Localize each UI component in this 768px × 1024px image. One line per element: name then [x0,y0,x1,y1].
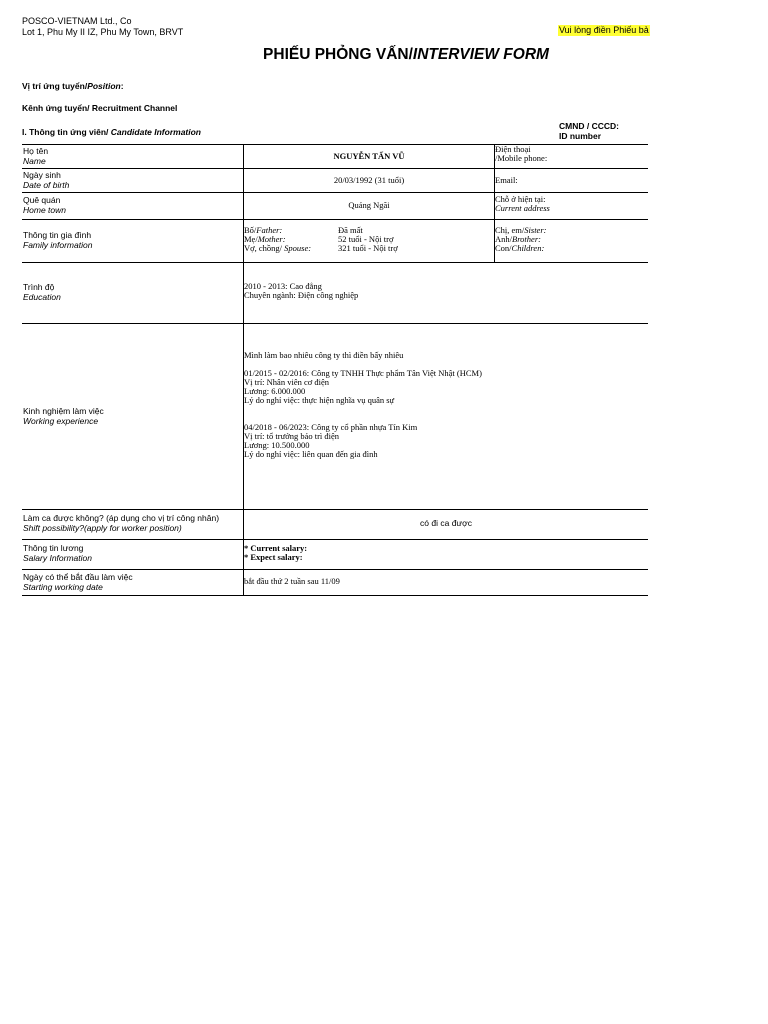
education-label-en: Education [23,292,61,302]
current-address-label-vi: Chỗ ở hiện tại: [495,194,546,204]
education-line: 2010 - 2013: Cao đẳng [244,281,322,291]
family-member-spouse [244,244,398,253]
table-rule [22,539,648,540]
job-line: 01/2015 - 02/2016: Công ty TNHH Thực phẩm Tân Việt Nhật (HCM) [244,368,482,378]
sister-label-vi: Chị, em/ [495,225,525,235]
mobile-phone-label-en: /Mobile phone: [495,153,548,163]
dob-label-vi: Ngày sinh [23,170,61,180]
current-address-label [495,195,550,213]
education-label [23,282,61,302]
family-member-value: 321 tuổi - Nội trợ [338,243,398,253]
current-salary-label: * Current salary: [244,543,308,553]
table-rule [22,509,648,510]
expect-salary-label: * Expect salary: [244,552,303,562]
education-line: Chuyên ngành: Điện công nghiệp [244,290,359,300]
name-label [23,146,48,166]
family-member-key-en: Father: [256,225,283,235]
id-label-line1: CMND / CCCD: [559,121,619,131]
hometown-value: Quảng Ngãi [348,200,390,210]
section-heading-vi: I. Thông tin ứng viên/ [22,127,111,137]
children-label-en: Children: [511,243,545,253]
fill-notice: Vui lòng điền Phiếu bả [559,25,649,35]
table-rule [22,323,648,324]
brother-label-en: Brother: [512,234,541,244]
email-label: Email: [495,175,518,185]
family-member-value: Đã mất [338,225,363,235]
family-label [23,230,92,250]
mobile-phone-label [495,145,547,163]
job-line: 04/2018 - 06/2023: Công ty cổ phần nhựa Tín Kim [244,422,418,432]
hometown-label [23,195,66,215]
table-rule [22,192,648,193]
name-label-vi: Họ tên [23,146,49,156]
page-title [0,46,768,64]
position-label-en: Position [87,81,121,91]
position-colon: : [120,81,124,91]
start-date-label [23,572,133,592]
table-rule [22,219,648,220]
experience-intro: Mình làm bao nhiêu công ty thì điền bấy nhiêu [244,350,404,360]
name-value: NGUYỄN TẤN VŨ [333,151,405,161]
job-line: Lương: 10.500.000 [244,440,310,450]
job-1 [244,369,482,405]
family-members [244,226,398,253]
dob-label-en: Date of birth [23,180,70,190]
job-line: Lý do nghỉ việc: thực hiện nghĩa vụ quân sự [244,395,395,405]
dob-label [23,170,69,190]
table-rule [22,168,648,169]
title-en: INTERVIEW FORM [412,46,549,63]
id-label-line2: ID number [559,131,602,141]
brother-label-vi: Anh/ [495,234,512,244]
title-vi: PHIẾU PHỎNG VẤN/ [263,46,413,63]
position-field [22,81,124,91]
section-heading-en: Candidate Information [110,127,201,137]
education-label-vi: Trình độ [23,282,55,292]
current-address-label-en: Current address [495,203,550,213]
children-label [495,244,546,253]
family-member-key-en: Mother: [257,234,286,244]
start-date-label-en: Starting working date [23,582,103,592]
recruitment-channel-field: Kênh ứng tuyển/ Recruitment Channel [22,103,178,113]
children-label-vi: Con/ [495,243,512,253]
company-name: POSCO-VIETNAM Ltd., Co [22,16,132,26]
salary-value [244,544,307,562]
experience-label-en: Working experience [23,416,99,426]
siblings-children [495,226,546,253]
table-rule [22,262,648,263]
sister-label-en: Sister: [524,225,547,235]
table-rule [22,569,648,570]
experience-label [23,406,104,426]
family-member-key-vi: Bố/ [244,225,257,235]
salary-label [23,543,92,563]
section-heading [22,127,201,137]
job-line: Vị trí: tổ trưởng bảo trì điện [244,431,340,441]
education-value [244,282,358,300]
dob-value: 20/03/1992 (31 tuổi) [333,175,405,185]
job-2 [244,423,482,459]
job-line: Lý do nghỉ việc: liên quan đến gia đình [244,449,378,459]
hometown-label-vi: Quê quán [23,195,61,205]
table-rule [22,595,648,596]
company-info [22,16,183,38]
shift-label [23,513,219,533]
family-label-en: Family information [23,240,93,250]
family-member-key-vi: Mẹ/ [244,234,258,244]
start-date-label-vi: Ngày có thể bắt đầu làm việc [23,572,133,582]
family-member-value: 52 tuổi - Nội trợ [338,234,394,244]
salary-label-vi: Thông tin lương [23,543,84,553]
start-date-value: bắt đầu thứ 2 tuần sau 11/09 [244,576,340,586]
salary-label-en: Salary Information [23,553,92,563]
shift-label-vi: Làm ca được không? (áp dụng cho vị trí công nhân) [23,513,220,523]
id-number-label [559,121,619,141]
family-member-key-en: Spouse: [284,243,312,253]
position-label-vi: Vị trí ứng tuyển/ [22,81,88,91]
company-address: Lot 1, Phu My II IZ, Phu My Town, BRVT [22,27,184,37]
name-label-en: Name [23,156,46,166]
experience-value [244,351,482,459]
family-member-key-vi: Vợ, chồng/ [244,243,285,253]
job-line: Vị trí: Nhân viên cơ điện [244,377,329,387]
shift-label-en: Shift possibility?(apply for worker position) [23,523,182,533]
family-label-vi: Thông tin gia đình [23,230,92,240]
hometown-label-en: Home town [23,205,66,215]
table-rule [22,144,648,145]
mobile-phone-label-vi: Điện thoại [495,144,531,154]
experience-label-vi: Kinh nghiệm làm việc [23,406,104,416]
job-line: Lương: 6.000.000 [244,386,306,396]
shift-value: có đi ca được [420,518,472,528]
